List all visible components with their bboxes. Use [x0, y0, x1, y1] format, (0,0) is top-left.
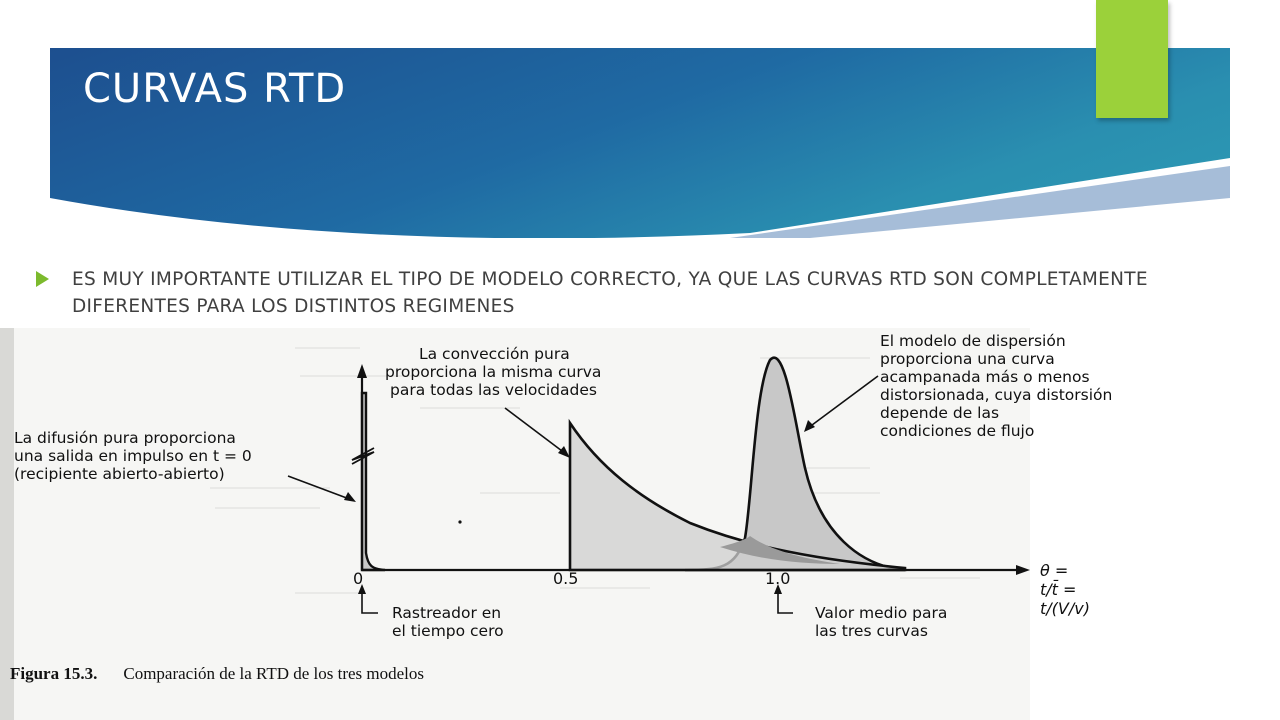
annotation-line: condiciones de flujo: [880, 422, 1035, 440]
annotation-line: La convección pura: [419, 345, 570, 363]
y-axis-arrow: [357, 364, 367, 378]
annotation-line: el tiempo cero: [392, 622, 504, 640]
annotation-dispersion: [880, 332, 1112, 440]
figure-image: [0, 328, 1113, 720]
accent-tab: [1096, 0, 1168, 118]
bullet-arrow-icon: [36, 271, 49, 287]
annotation-line: distorsionada, cuya distorsión: [880, 386, 1113, 404]
annotation-tracer: [392, 604, 504, 640]
caption-text: Comparación de la RTD de los tres modelos: [123, 664, 425, 683]
annotation-line: proporciona la misma curva: [385, 363, 602, 381]
annotation-line: depende de las: [880, 404, 1000, 422]
slide-title: CURVAS RTD: [83, 66, 347, 112]
figure-caption: [10, 664, 424, 684]
tick-label-0: 0: [353, 569, 364, 588]
x-axis-arrow: [1016, 565, 1030, 575]
annotation-convection: [385, 345, 601, 399]
annotation-line: las tres curvas: [815, 622, 928, 640]
annotation-line: acampanada más o menos: [880, 368, 1090, 386]
annotation-mean: [815, 604, 947, 640]
bullet-text: ES MUY IMPORTANTE UTILIZAR EL TIPO DE MODELO CORRECTO, YA QUE LAS CURVAS RTD SON COMPLETAMENTE DIFERENTES PARA LOS DISTINTOS REGIMENES: [72, 269, 1148, 317]
caption-number: Figura 15.3.: [10, 664, 98, 683]
annotation-line: La difusión pura proporciona: [14, 429, 236, 447]
annotation-diffusion: [14, 429, 252, 483]
tick-label-1-0: 1.0: [765, 569, 791, 588]
diffusion-impulse: [362, 393, 385, 570]
annotation-line: El modelo de dispersión: [880, 332, 1066, 350]
annotation-line: Valor medio para: [815, 604, 948, 622]
stray-dot: [458, 520, 461, 523]
tick-label-0-5: 0.5: [553, 569, 579, 588]
annotation-line: una salida en impulso en t = 0: [14, 447, 252, 465]
annotation-line: para todas las velocidades: [390, 381, 597, 399]
scan-edge: [0, 328, 14, 720]
annotation-line: (recipiente abierto-abierto): [14, 465, 225, 483]
theta-formula: θ = t/t̄ = t/(V/v): [1040, 561, 1090, 618]
annotation-line: Rastreador en: [392, 604, 502, 622]
annotation-line: proporciona una curva: [880, 350, 1055, 368]
